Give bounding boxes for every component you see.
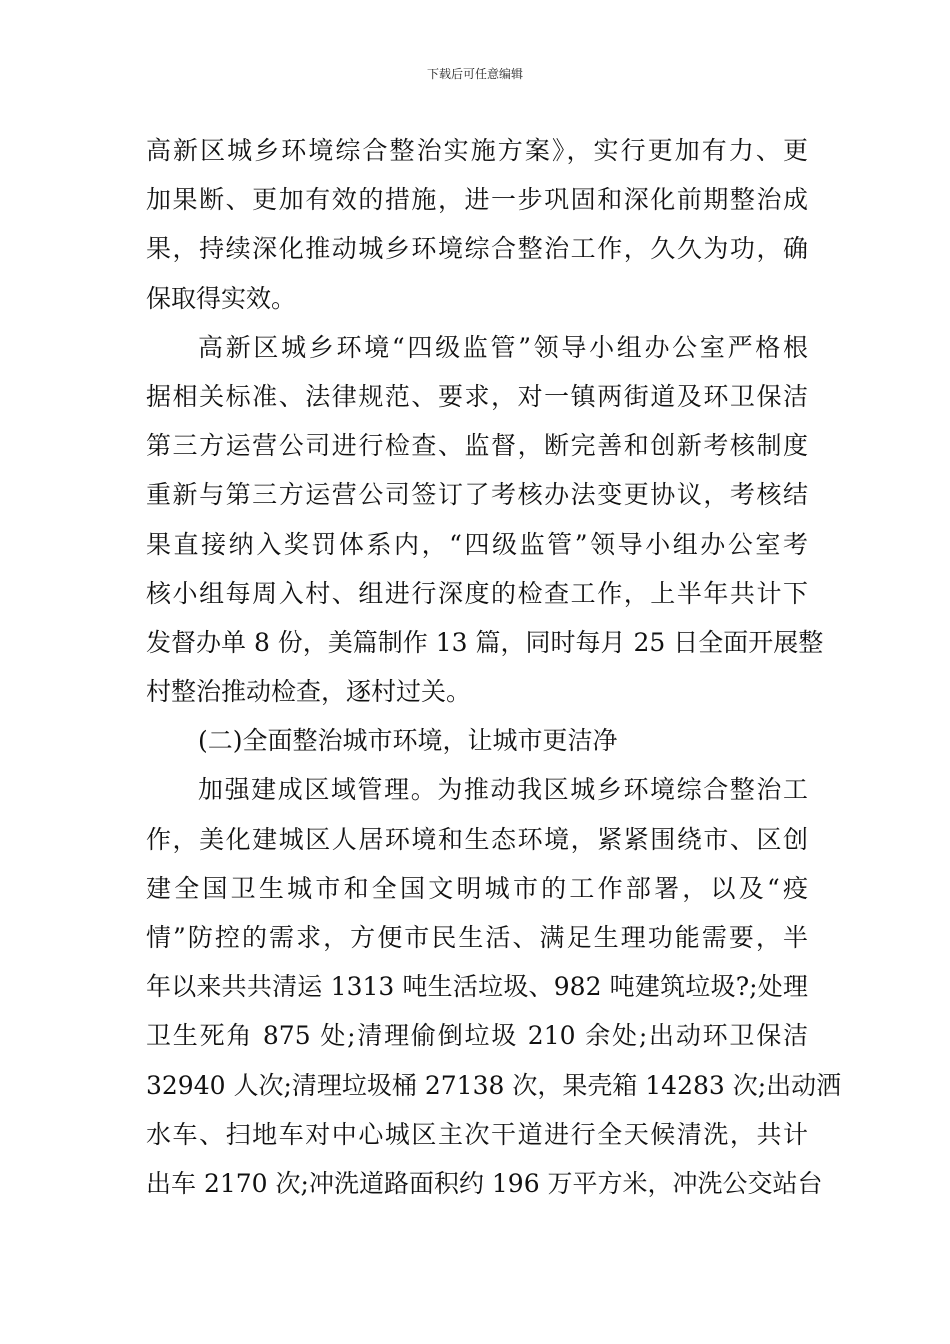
text-line: 据相关标准、法律规范、要求，对一镇两街道及环卫保洁 — [146, 381, 808, 411]
text-line: 卫生死角 875 处;清理偷倒垃圾 210 余处;出动环卫保洁 — [146, 1021, 808, 1051]
text-line: 建全国卫生城市和全国文明城市的工作部署，以及“疫 — [146, 873, 808, 903]
text-line: 32940 人次;清理垃圾桶 27138 次，果壳箱 14283 次;出动洒 — [146, 1070, 842, 1100]
text-line: 年以来共共清运 1313 吨生活垃圾、982 吨建筑垃圾?;处理 — [146, 972, 808, 1002]
text-line: 保取得实效。 — [146, 283, 297, 313]
text-line: 高新区城乡环境综合整治实施方案》，实行更加有力、更 — [146, 136, 808, 165]
text-line: 第三方运营公司进行检查、监督，断完善和创新考核制度 — [146, 431, 808, 461]
text-line: 核小组每周入村、组进行深度的检查工作，上半年共计下 — [146, 578, 808, 608]
text-line: 发督办单 8 份，美篇制作 13 篇，同时每月 25 日全面开展整 — [146, 627, 824, 657]
text-line: 果直接纳入奖罚体系内，“四级监管”领导小组办公室考 — [146, 529, 808, 559]
text-line: 加果断、更加有效的措施，进一步巩固和深化前期整治成 — [146, 185, 808, 215]
document-body — [146, 126, 842, 1208]
text-line: 加强建成区域管理。为推动我区城乡环境综合整治工 — [198, 775, 808, 805]
text-line: 高新区城乡环境“四级监管”领导小组办公室严格根 — [198, 332, 808, 362]
text-line: 重新与第三方运营公司签订了考核办法变更协议，考核结 — [146, 480, 808, 510]
section-heading — [146, 716, 808, 765]
text-line: 作，美化建城区人居环境和生态环境，紧紧围绕市、区创 — [146, 824, 808, 854]
paragraph — [146, 126, 808, 323]
text-line: 情”防控的需求，方便市民生活、满足生理功能需要，半 — [146, 923, 808, 952]
text-line: (二)全面整治城市环境，让城市更洁净 — [198, 726, 618, 756]
text-line: 村整治推动检查，逐村过关。 — [146, 677, 472, 707]
page-header: 下载后可任意编辑 — [426, 67, 523, 81]
paragraph — [146, 323, 824, 717]
text-line: 果，持续深化推动城乡环境综合整治工作，久久为功，确 — [146, 234, 808, 264]
text-line: 水车、扫地车对中心城区主次干道进行全天候清洗，共计 — [146, 1119, 808, 1149]
text-line: 出车 2170 次;冲洗道路面积约 196 万平方米，冲洗公交站台 — [146, 1168, 823, 1198]
paragraph — [146, 765, 842, 1208]
